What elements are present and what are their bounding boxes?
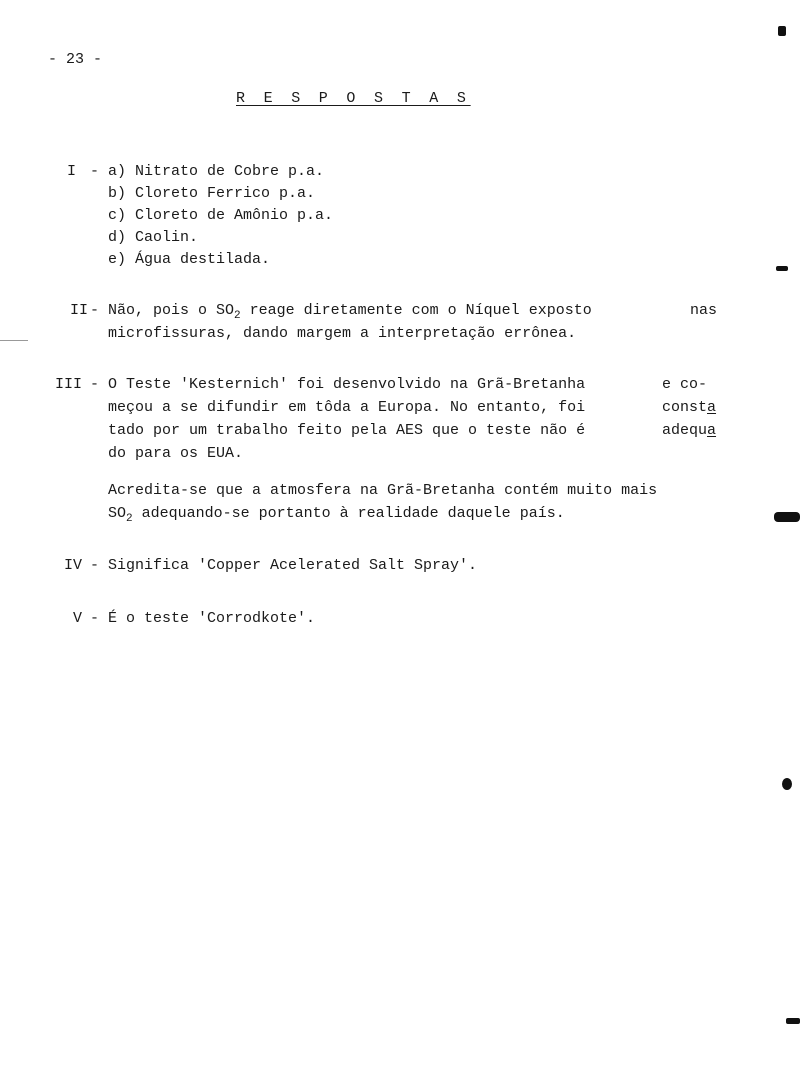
answer-3-dash: - [90,376,100,393]
answer-1-item-e: e) Água destilada. [108,251,271,268]
answer-3-line-3-end-text: adequ [662,422,708,439]
answer-1-item-a: a) Nitrato de Cobre p.a. [108,163,325,180]
answer-3-line-1-end: e co- [662,376,708,393]
answer-3-para-2-line-2-b: adequando-se portanto à realidade daquele país. [132,505,565,522]
answer-3-line-3: tado por um trabalho feito pela AES que o teste não é [108,422,586,439]
answer-2-line-1-sub: 2 [234,310,241,322]
answer-2-line-1-end: nas [690,302,718,319]
scan-mark-1 [778,26,786,36]
scan-mark-6 [0,340,28,341]
answer-3-para-2-line-2-a: SO [108,505,127,522]
answer-3-roman: III [54,376,82,393]
answer-3-line-2-end-text: const [662,399,708,416]
page-title: R E S P O S T A S [236,90,471,107]
answer-2-line-1 [108,303,592,322]
answer-5-dash: - [90,610,100,627]
scan-mark-3 [774,512,800,522]
scan-mark-5 [786,1018,800,1024]
answer-2-line-1-b: reage diretamente com o Níquel exposto [240,302,592,319]
answer-3-line-3-end [662,423,716,438]
answer-2-line-1-a: Não, pois o SO [108,302,235,319]
answer-5-text: É o teste 'Corrodkote'. [108,610,316,627]
answer-3-line-2-end-underlined: a [707,399,717,416]
answer-5-roman: V [72,610,82,627]
answer-1-roman: I [66,163,76,180]
answer-1-item-c: c) Cloreto de Amônio p.a. [108,207,334,224]
answer-2-roman: II [69,302,88,319]
answer-3-para-2-line-2 [108,506,565,525]
page-number: - 23 - [48,51,103,68]
answer-2-line-2: microfissuras, dando margem a interpretação errônea. [108,325,577,342]
scan-mark-2 [776,266,788,271]
answer-3-line-2: meçou a se difundir em tôda a Europa. No entanto, foi [108,399,586,416]
scan-mark-4 [782,778,792,790]
answer-3-para-2-line-1: Acredita-se que a atmosfera na Grã-Bretanha contém muito mais [108,482,658,499]
answer-4-text: Significa 'Copper Acelerated Salt Spray'. [108,557,478,574]
answer-2-dash: - [90,302,100,319]
answer-3-line-2-end [662,400,716,415]
answer-4-roman: IV [63,557,82,574]
answer-3-line-3-end-underlined: a [707,422,717,439]
answer-1-item-b: b) Cloreto Ferrico p.a. [108,185,316,202]
answer-4-dash: - [90,557,100,574]
answer-1-item-d: d) Caolin. [108,229,199,246]
answer-3-para-2-line-2-sub: 2 [126,513,133,525]
answer-3-line-4: do para os EUA. [108,445,244,462]
answer-3-line-1: O Teste 'Kesternich' foi desenvolvido na Grã-Bretanha [108,376,586,393]
answer-1-dash: - [90,163,100,180]
